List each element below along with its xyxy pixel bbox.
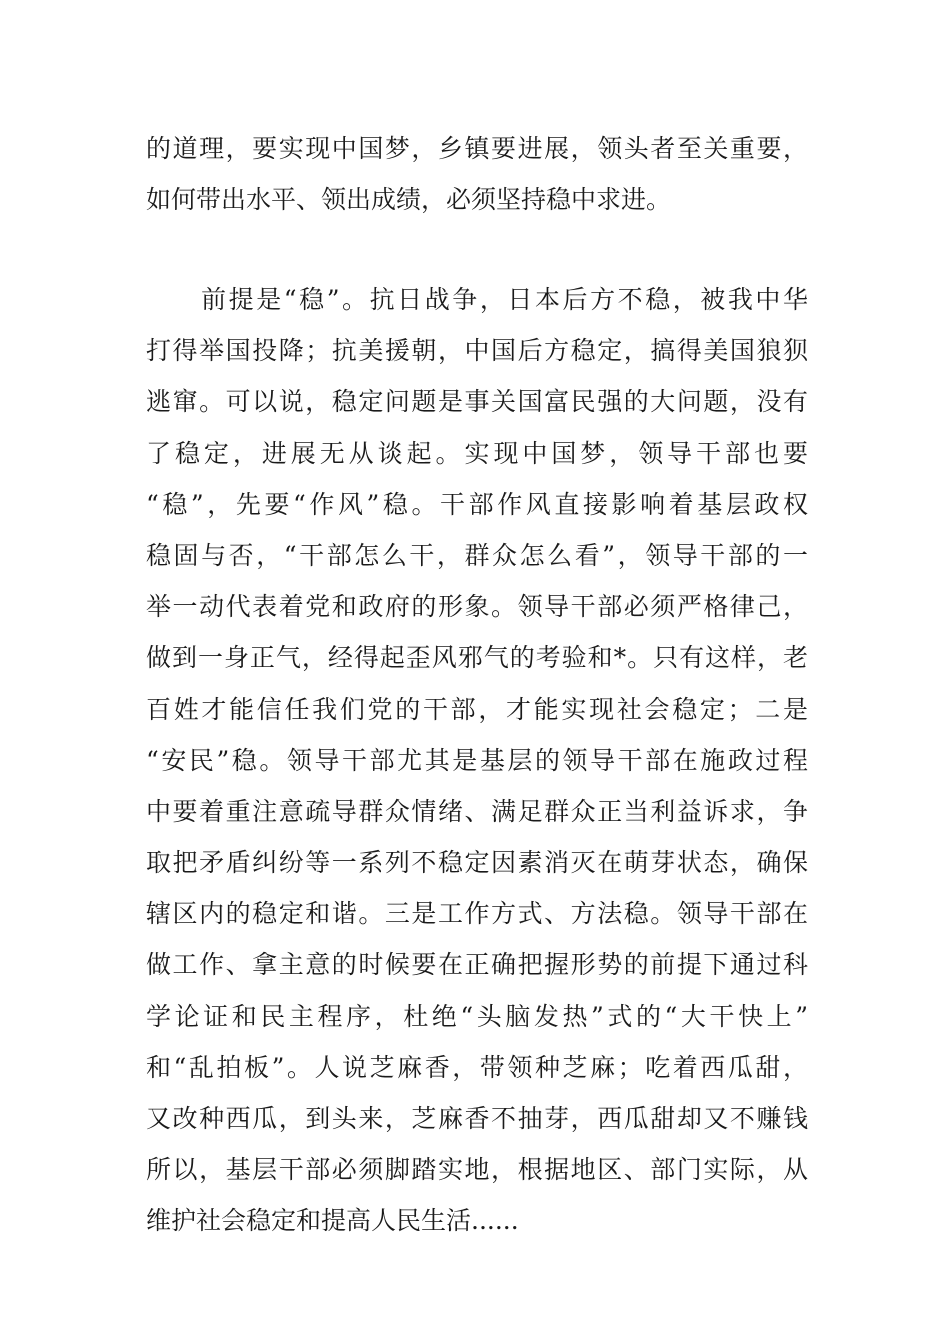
text-line: 中要着重注意疏导群众情绪、满足群众正当利益诉求，争 — [146, 796, 808, 826]
text-line: 如何带出水平、领出成绩，必须坚持稳中求进。 — [146, 185, 672, 215]
text-line: 做到一身正气，经得起歪风邪气的考验和*。只有这样，老 — [146, 643, 808, 673]
text-line: 稳固与否，“干部怎么干，群众怎么看”，领导干部的一 — [146, 540, 808, 570]
text-line: 前提是“稳”。抗日战争，日本后方不稳，被我中华 — [146, 285, 808, 314]
text-line: 逃窜。可以说，稳定问题是事关国富民强的大问题，没有 — [146, 387, 808, 417]
text-line: 的道理，要实现中国梦，乡镇要进展，领头者至关重要， — [146, 134, 808, 163]
text-line: “稳”，先要“作风”稳。干部作风直接影响着基层政权 — [146, 489, 808, 519]
text-line: “安民”稳。领导干部尤其是基层的领导干部在施政过程 — [146, 745, 808, 775]
text-line: 和“乱拍板”。人说芝麻香，带领种芝麻；吃着西瓜甜， — [146, 1052, 808, 1082]
text-line: 百姓才能信任我们党的干部，才能实现社会稳定；二是 — [146, 694, 808, 724]
text-line: 举一动代表着党和政府的形象。领导干部必须严格律己， — [146, 592, 808, 622]
text-line: 了稳定，进展无从谈起。实现中国梦，领导干部也要 — [146, 438, 808, 468]
text-line: 维护社会稳定和提高人民生活...... — [146, 1206, 519, 1236]
text-line: 做工作、拿主意的时候要在正确把握形势的前提下通过科 — [146, 950, 808, 980]
text-line: 又改种西瓜，到头来，芝麻香不抽芽，西瓜甜却又不赚钱 — [146, 1104, 808, 1133]
paragraph-2 — [146, 287, 808, 1260]
text-line: 所以，基层干部必须脚踏实地，根据地区、部门实际，从 — [146, 1155, 808, 1185]
text-line: 取把矛盾纠纷等一系列不稳定因素消灭在萌芽状态，确保 — [146, 848, 808, 878]
text-line: 打得举国投降；抗美援朝，中国后方稳定，搞得美国狼狈 — [146, 336, 808, 366]
text-line: 辖区内的稳定和谐。三是工作方式、方法稳。领导干部在 — [146, 899, 808, 929]
text-line: 学论证和民主程序，杜绝“头脑发热”式的“大干快上” — [146, 1001, 808, 1031]
paragraph-1 — [146, 136, 808, 238]
